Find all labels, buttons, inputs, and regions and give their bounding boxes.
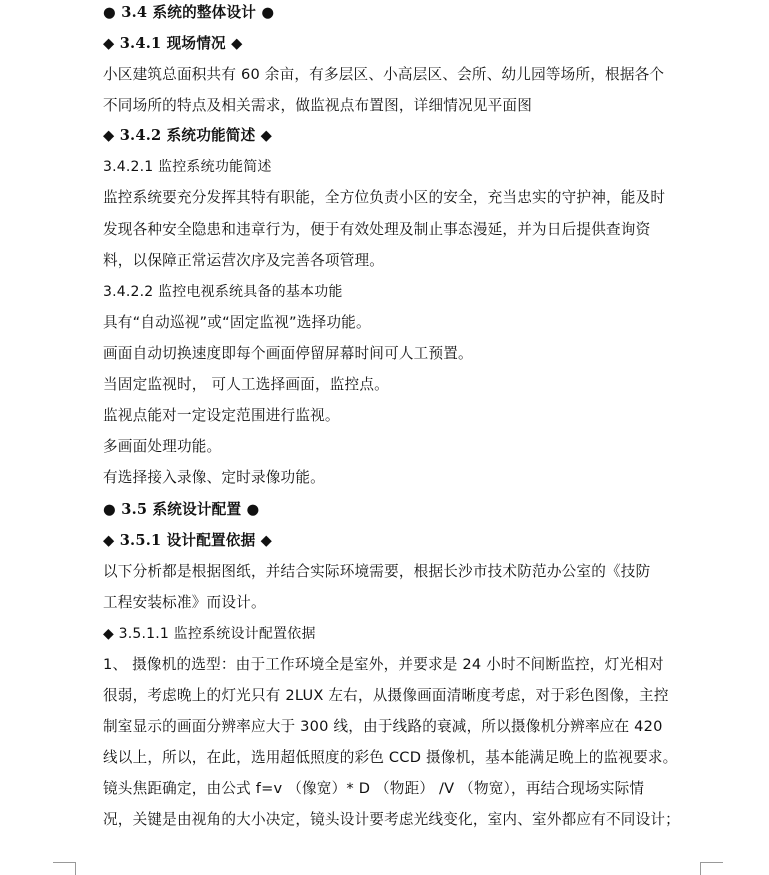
paragraph-line: 不同场所的特点及相关需求，做监视点布置图，详细情况见平面图 (103, 97, 533, 114)
paragraph-line: 制室显示的画面分辨率应大于 300 线，由于线路的衰减，所以摄像机分辨率应在 420 (103, 718, 663, 735)
section-heading-3-5: ● 3.5 系统设计配置 ● (103, 501, 260, 518)
list-item: 当固定监视时， 可人工选择画面，监控点。 (103, 376, 389, 393)
list-item: 监视点能对一定设定范围进行监视。 (103, 407, 340, 424)
paragraph-line: 小区建筑总面积共有 60 余亩，有多层区、小高层区、会所、幼儿园等场所，根据各个 (103, 66, 665, 83)
list-item: 画面自动切换速度即每个画面停留屏幕时间可人工预置。 (103, 345, 473, 362)
paragraph-line: 1、 摄像机的选型：由于工作环境全是室外，并要求是 24 小时不间断监控，灯光相对 (103, 656, 664, 673)
page-corner-mark-right (700, 862, 723, 875)
paragraph-line: 线以上，所以，在此，选用超低照度的彩色 CCD 摄像机，基本能满足晚上的监视要求。 (103, 749, 678, 766)
subsection-title-3-5-1-1: ◆ 3.5.1.1 监控系统设计配置依据 (103, 626, 316, 642)
paragraph-line: 镜头焦距确定，由公式 f=v （像宽）* D （物距） /V （物宽），再结合现场实际情 (103, 780, 645, 797)
paragraph-line: 监控系统要充分发挥其特有职能，全方位负责小区的安全，充当忠实的守护神，能及时 (103, 189, 666, 206)
list-item: 有选择接入录像、定时录像功能。 (103, 469, 325, 486)
section-heading-3-4: ● 3.4 系统的整体设计 ● (103, 4, 275, 21)
section-heading-3-4-2: ◆ 3.4.2 系统功能简述 ◆ (103, 127, 273, 144)
paragraph-line: 很弱，考虑晚上的灯光只有 2LUX 左右，从摄像画面清晰度考虑，对于彩色图像，主控 (103, 687, 669, 704)
list-item: 具有“自动巡视”或“固定监视”选择功能。 (103, 314, 371, 331)
subsection-title-3-4-2-1: 3.4.2.1 监控系统功能简述 (103, 159, 272, 175)
list-item: 多画面处理功能。 (103, 438, 222, 455)
paragraph-line: 况，关键是由视角的大小决定，镜头设计要考虑光线变化，室内、室外都应有不同设计； (103, 811, 680, 828)
paragraph-line: 以下分析都是根据图纸，并结合实际环境需要，根据长沙市技术防范办公室的《技防 (103, 563, 651, 580)
paragraph-line: 发现各种安全隐患和违章行为，便于有效处理及制止事态漫延，并为日后提供查询资 (103, 221, 651, 238)
section-heading-3-4-1: ◆ 3.4.1 现场情况 ◆ (103, 35, 243, 52)
page-corner-mark-left (53, 862, 76, 875)
subsection-title-3-4-2-2: 3.4.2.2 监控电视系统具备的基本功能 (103, 284, 343, 300)
section-heading-3-5-1: ◆ 3.5.1 设计配置依据 ◆ (103, 532, 273, 549)
paragraph-line: 料，以保障正常运营次序及完善各项管理。 (103, 252, 385, 269)
paragraph-line: 工程安装标准》而设计。 (103, 594, 266, 611)
